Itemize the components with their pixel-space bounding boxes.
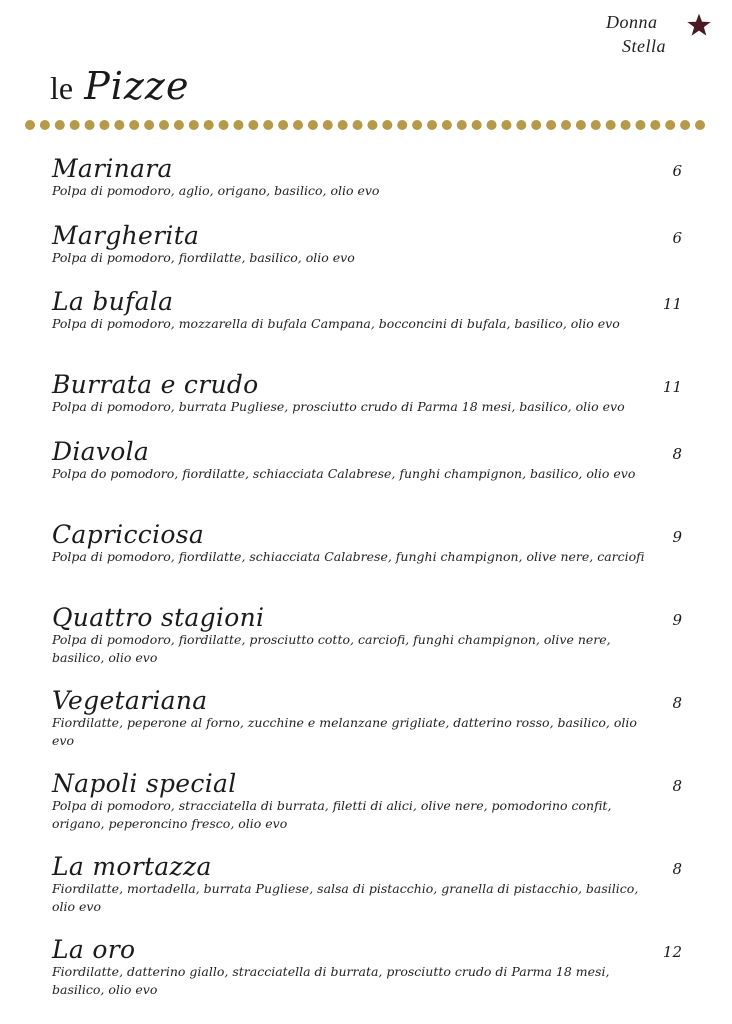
menu-item-description: Fiordilatte, mortadella, burrata Pugliese, salsa di pistacchio, granella di pistacchio, basilico, olio evo [52, 881, 639, 914]
divider-dot [367, 120, 377, 130]
divider-dot [353, 120, 363, 130]
divider-dot [516, 120, 526, 130]
divider-dot [278, 120, 288, 130]
divider-dot [635, 120, 645, 130]
menu-item-name: Vegetariana [52, 686, 208, 715]
divider-dot [263, 120, 273, 130]
menu-item-price: 11 [662, 378, 682, 396]
menu-item-name: La bufala [52, 287, 174, 316]
divider-dot [531, 120, 541, 130]
divider-dot [442, 120, 452, 130]
menu-item-description: Polpa do pomodoro, fiordilatte, schiacciata Calabrese, funghi champignon, basilico, olio evo [52, 466, 636, 481]
brand-logo [604, 10, 716, 66]
divider-dot [338, 120, 348, 130]
divider-dot [129, 120, 139, 130]
divider-dot [144, 120, 154, 130]
divider-dot [85, 120, 95, 130]
star-icon [686, 12, 712, 38]
divider-dot [427, 120, 437, 130]
menu-item [52, 769, 682, 833]
divider-dot [665, 120, 675, 130]
menu-item-name: Quattro stagioni [52, 603, 265, 632]
menu-item-description: Polpa di pomodoro, stracciatella di burrata, filetti di alici, olive nere, pomodorino confit, origano, peperoncino fresco, olio evo [52, 798, 612, 831]
divider-dot [546, 120, 556, 130]
divider-dot [204, 120, 214, 130]
menu-item-description: Polpa di pomodoro, fiordilatte, schiacciata Calabrese, funghi champignon, olive nere, carciofi [52, 549, 645, 564]
menu-item-description: Fiordilatte, peperone al forno, zucchine e melanzane grigliate, datterino rosso, basilico, olio evo [52, 715, 637, 748]
menu-item-name: Diavola [52, 437, 150, 466]
menu-item-name: Burrata e crudo [52, 370, 259, 399]
divider-dot [70, 120, 80, 130]
menu-item-description: Polpa di pomodoro, aglio, origano, basilico, olio evo [52, 183, 380, 198]
divider-dot [189, 120, 199, 130]
menu-item-name: Marinara [52, 154, 173, 183]
divider-dot [323, 120, 333, 130]
menu-item [52, 437, 682, 483]
menu-item-price: 8 [672, 860, 682, 878]
menu-item [52, 520, 682, 566]
menu-item-price: 8 [672, 694, 682, 712]
menu-item-price: 6 [672, 162, 682, 180]
menu-item-name: Margherita [52, 221, 200, 250]
menu-item-price: 9 [672, 611, 682, 629]
divider-dot [114, 120, 124, 130]
divider-dot [308, 120, 318, 130]
menu-item [52, 852, 682, 916]
menu-item-price: 6 [672, 229, 682, 247]
menu-item [52, 686, 682, 750]
menu-item [52, 287, 682, 333]
divider-dot [576, 120, 586, 130]
menu-item-description: Polpa di pomodoro, fiordilatte, prosciutto cotto, carciofi, funghi champignon, olive nere, basilico, olio evo [52, 632, 611, 665]
divider-dot [561, 120, 571, 130]
divider-dot [55, 120, 65, 130]
dotted-divider [22, 119, 712, 131]
menu-item-name: Capricciosa [52, 520, 205, 549]
divider-dot [174, 120, 184, 130]
divider-dot [99, 120, 109, 130]
menu-item-price: 11 [662, 295, 682, 313]
page-title-word: Pizze [84, 64, 190, 108]
divider-dot [40, 120, 50, 130]
divider-dot [487, 120, 497, 130]
divider-dot [457, 120, 467, 130]
divider-dot [25, 120, 35, 130]
menu-item-name: Napoli special [52, 769, 237, 798]
menu-item [52, 221, 682, 267]
divider-dot [397, 120, 407, 130]
menu-item [52, 154, 682, 200]
divider-dot [695, 120, 705, 130]
divider-dot [472, 120, 482, 130]
brand-name-line1: Donna [606, 12, 658, 32]
menu-item-description: Polpa di pomodoro, mozzarella di bufala Campana, bocconcini di bufala, basilico, olio evo [52, 316, 620, 331]
divider-dot [650, 120, 660, 130]
divider-dot [382, 120, 392, 130]
divider-dot [412, 120, 422, 130]
menu-item [52, 603, 682, 667]
divider-dot [621, 120, 631, 130]
menu-item-description: Polpa di pomodoro, burrata Pugliese, prosciutto crudo di Parma 18 mesi, basilico, olio evo [52, 399, 625, 414]
menu-item [52, 370, 682, 416]
divider-dot [293, 120, 303, 130]
divider-dot [219, 120, 229, 130]
menu-item-price: 12 [662, 943, 682, 961]
menu-item-price: 8 [672, 445, 682, 463]
menu-item-description: Polpa di pomodoro, fiordilatte, basilico, olio evo [52, 250, 355, 265]
menu-item-price: 8 [672, 777, 682, 795]
page-title [50, 64, 189, 108]
divider-dot [606, 120, 616, 130]
menu-item-name: La oro [52, 935, 136, 964]
menu-item-description: Fiordilatte, datterino giallo, stracciatella di burrata, prosciutto crudo di Parma 18 mesi, basilico, olio evo [52, 964, 610, 997]
divider-dot [159, 120, 169, 130]
divider-dot [248, 120, 258, 130]
menu-item [52, 935, 682, 999]
divider-dot [501, 120, 511, 130]
divider-dot [680, 120, 690, 130]
page-title-prefix: le [50, 70, 74, 106]
brand-name-line2: Stella [622, 36, 666, 56]
divider-dot [591, 120, 601, 130]
divider-dot [233, 120, 243, 130]
menu-item-name: La mortazza [52, 852, 212, 881]
menu-item-price: 9 [672, 528, 682, 546]
